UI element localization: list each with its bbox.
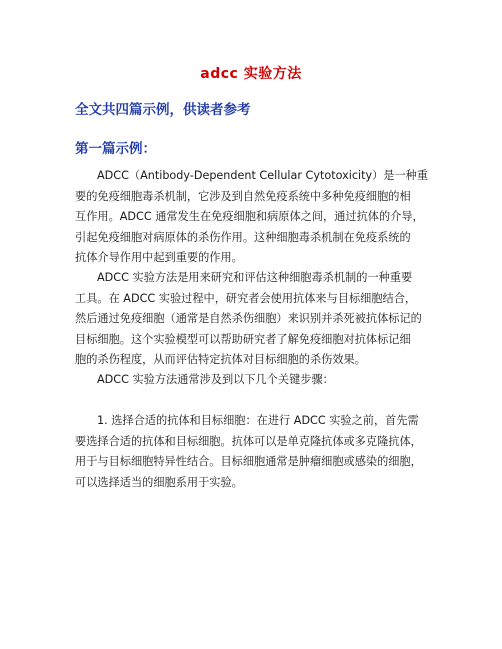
paragraph-line: 要选择合适的抗体和目标细胞。抗体可以是单克隆抗体或多克隆抗体， xyxy=(75,434,422,448)
paragraph-line: 1. 选择合适的抗体和目标细胞：在进行 ADCC 实验之前，首先需 xyxy=(97,414,419,427)
paragraph-line: 要的免疫细胞毒杀机制，它涉及到自然免疫系统中多种免疫细胞的相 xyxy=(75,189,411,203)
paragraph-line: ADCC（Antibody-Dependent Cellular Cytotoxicity）是一种重 xyxy=(97,169,429,182)
document-subtitle: 全文共四篇示例，供读者参考 xyxy=(75,102,251,118)
section-heading: 第一篇示例： xyxy=(75,141,156,157)
paragraph-line: 目标细胞。这个实验模型可以帮助研究者了解免疫细胞对抗体标记细 xyxy=(75,332,411,346)
paragraph-line: 胞的杀伤程度，从而评估特定抗体对目标细胞的杀伤效果。 xyxy=(75,353,366,367)
paragraph-line: ADCC 实验方法通常涉及到以下几个关键步骤： xyxy=(97,373,334,386)
paragraph-4 xyxy=(75,411,435,493)
paragraph-line: 工具。在 ADCC 实验过程中，研究者会使用抗体来与目标细胞结合， xyxy=(75,291,417,305)
paragraph-line: 可以选择适当的细胞系用于实验。 xyxy=(75,475,243,489)
paragraph-2 xyxy=(75,268,435,371)
paragraph-line: 互作用。ADCC 通常发生在免疫细胞和病原体之间，通过抗体的介导， xyxy=(75,210,424,224)
paragraph-line: 然后通过免疫细胞（通常是自然杀伤细胞）来识别并杀死被抗体标记的 xyxy=(75,312,422,326)
paragraph-1 xyxy=(75,166,435,269)
paragraph-line: 抗体介导作用中起到重要的作用。 xyxy=(75,251,243,265)
paragraph-line: ADCC 实验方法是用来研究和评估这种细胞毒杀机制的一种重要 xyxy=(97,271,413,284)
paragraph-3 xyxy=(75,370,435,391)
paragraph-line: 引起免疫细胞对病原体的杀伤作用。这种细胞毒杀机制在免疫系统的 xyxy=(75,230,411,244)
paragraph-line: 用于与目标细胞特异性结合。目标细胞通常是肿瘤细胞或感染的细胞， xyxy=(75,455,422,469)
document-title: adcc 实验方法 xyxy=(200,66,302,82)
